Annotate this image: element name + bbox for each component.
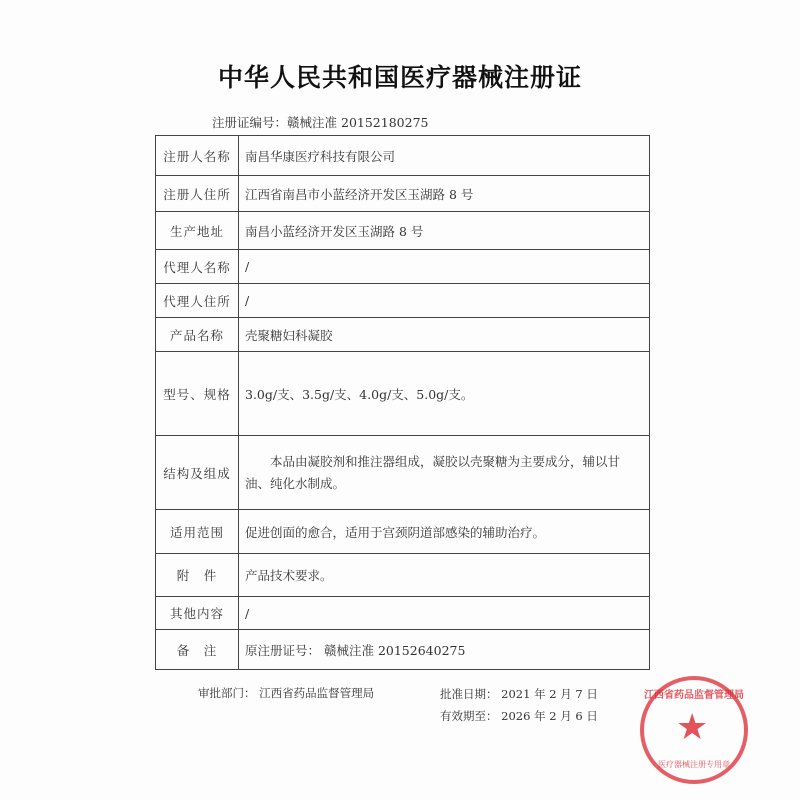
field-label: 附 件 — [156, 554, 239, 597]
field-value: 3.0g/支、3.5g/支、4.0g/支、5.0g/支。 — [239, 352, 650, 436]
field-label: 生产地址 — [156, 212, 239, 250]
table-row — [156, 352, 650, 436]
table-row — [156, 284, 650, 318]
table-row — [156, 250, 650, 284]
approval-department: 审批部门： 江西省药品监督管理局 — [198, 686, 375, 700]
field-value: / — [239, 250, 650, 284]
field-value: / — [239, 597, 650, 630]
table-row — [156, 554, 650, 597]
field-value: / — [239, 284, 650, 318]
table-row — [156, 318, 650, 352]
registration-number — [212, 113, 428, 131]
field-value: 促进创面的愈合，适用于宫颈阴道部感染的辅助治疗。 — [239, 510, 650, 554]
seal-top-text: 江西省药品监督管理局 — [644, 690, 744, 701]
official-seal — [640, 676, 748, 784]
table-row — [156, 176, 650, 212]
table-row — [156, 212, 650, 250]
field-label: 备 注 — [156, 630, 239, 670]
field-value: 南昌小蓝经济开发区玉湖路 8 号 — [239, 212, 650, 250]
field-label: 注册人住所 — [156, 176, 239, 212]
field-label: 产品名称 — [156, 318, 239, 352]
seal-bottom-text: 医疗器械注册专用章 — [658, 760, 730, 769]
field-label: 型号、规格 — [156, 352, 239, 436]
field-label: 其他内容 — [156, 597, 239, 630]
field-label: 代理人住所 — [156, 284, 239, 318]
field-value: 江西省南昌市小蓝经济开发区玉湖路 8 号 — [239, 176, 650, 212]
field-value: 原注册证号： 赣械注准 20152640275 — [239, 630, 650, 670]
field-value: 本品由凝胶剂和推注器组成，凝胶以壳聚糖为主要成分，辅以甘油、纯化水制成。 — [239, 436, 650, 510]
certificate-table — [155, 135, 650, 670]
field-value: 产品技术要求。 — [239, 554, 650, 597]
table-row — [156, 436, 650, 510]
field-label: 适用范围 — [156, 510, 239, 554]
reg-no-label: 注册证编号： — [212, 115, 288, 130]
field-label: 代理人名称 — [156, 250, 239, 284]
field-label: 结构及组成 — [156, 436, 239, 510]
table-row — [156, 597, 650, 630]
reg-no-value: 赣械注准 20152180275 — [287, 115, 429, 130]
document-title: 中华人民共和国医疗器械注册证 — [217, 63, 582, 92]
star-icon: ★ — [676, 707, 709, 748]
valid-until: 有效期至： 2026 年 2 月 6 日 — [440, 709, 598, 723]
field-value: 南昌华康医疗科技有限公司 — [239, 136, 650, 176]
field-value: 壳聚糖妇科凝胶 — [239, 318, 650, 352]
approval-date: 批准日期： 2021 年 2 月 7 日 — [440, 687, 598, 701]
table-row — [156, 510, 650, 554]
field-label: 注册人名称 — [156, 136, 239, 176]
table-row — [156, 630, 650, 670]
table-row — [156, 136, 650, 176]
